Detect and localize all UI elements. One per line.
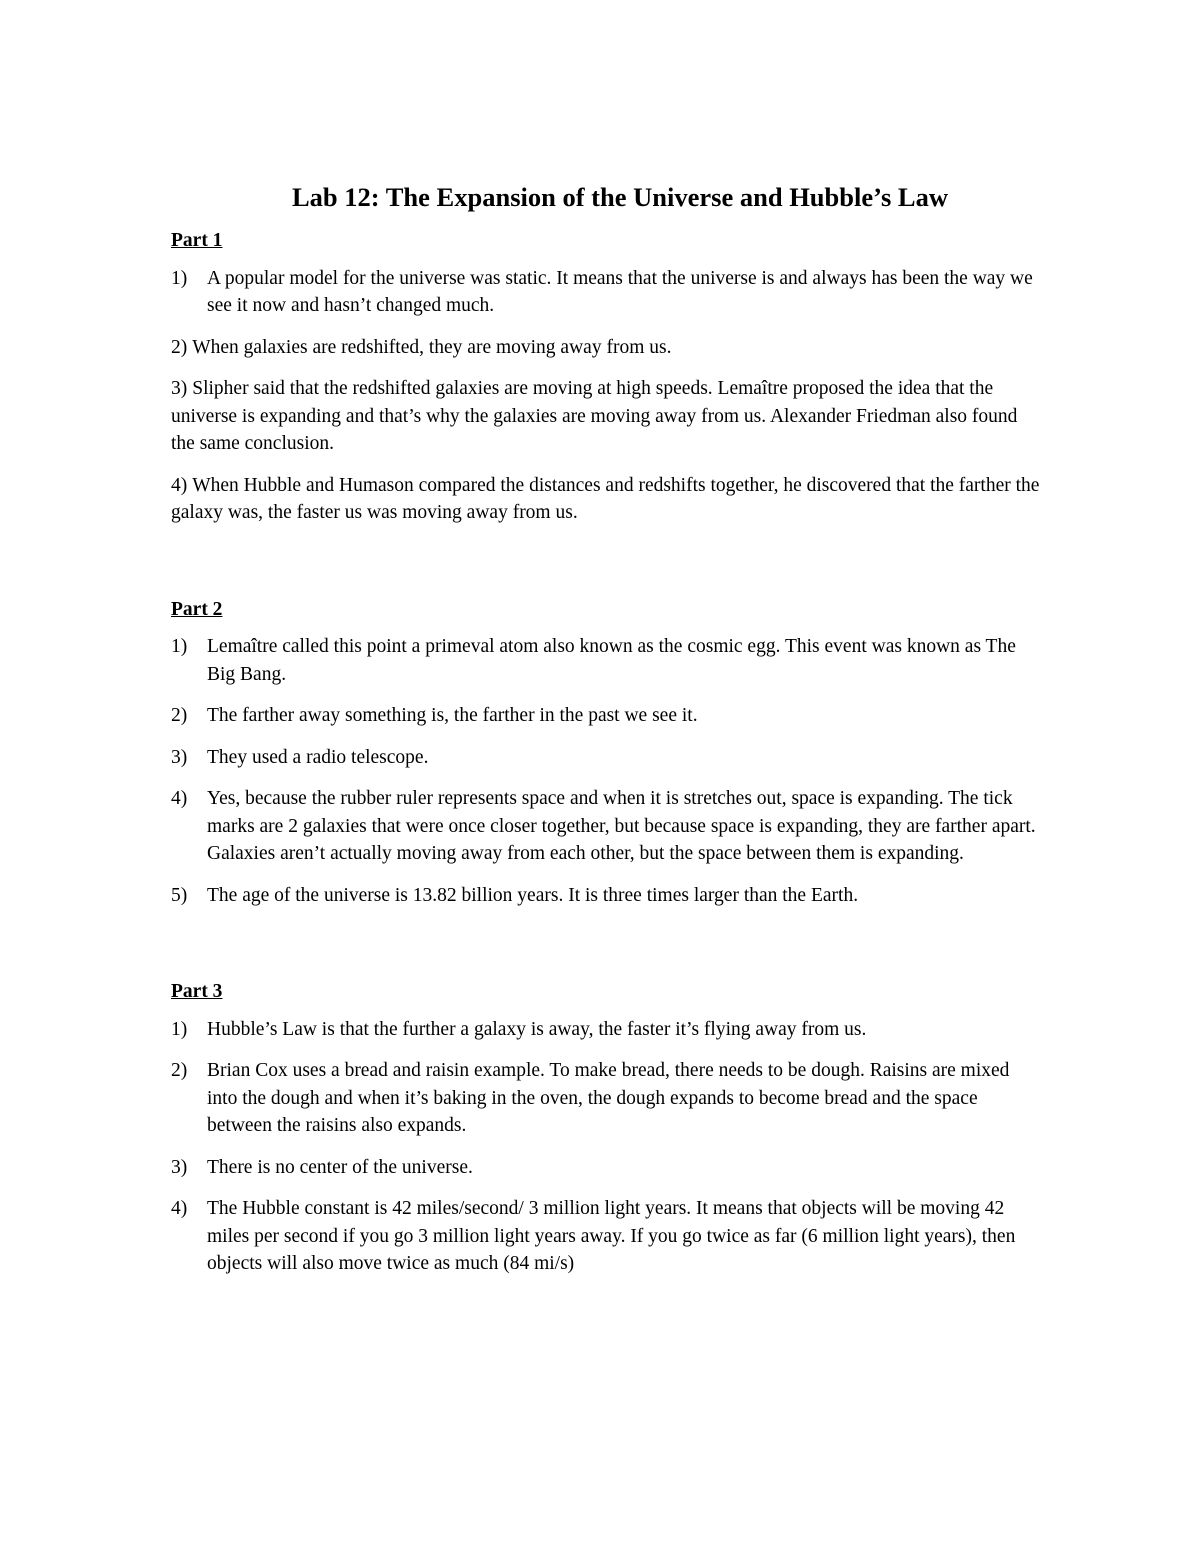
list-item [171,702,1041,730]
part-1-heading: Part 1 [171,230,223,251]
item-number: 1) [171,636,188,657]
list-item [171,265,1041,320]
item-number: 3) [171,1156,188,1178]
item-number: 2) [171,1060,188,1081]
item-number: 4) [171,474,188,496]
item-number: 3) [171,746,188,768]
item-text: Yes, because the rubber ruler represents space and when it is stretches out, space is expanding. The tick marks are 2 galaxies that were once closer together, but because space is expanding, they are farther apart. Galaxies aren’t actually moving away from each other, but the space between them is expanding. [207,788,1036,864]
item-text: The farther away something is, the farther in the past we see it. [207,705,698,726]
list-item [171,882,1041,910]
document-title: Lab 12: The Expansion of the Universe and Hubble’s Law [291,182,948,212]
item-number: 4) [171,1198,188,1219]
part-3-heading: Part 3 [171,981,223,1002]
list-item [171,472,1041,527]
list-item [171,1057,1041,1140]
item-text: Hubble’s Law is that the further a galaxy is away, the faster it’s flying away from us. [207,1018,867,1040]
list-item [171,375,1041,458]
item-number: 1) [171,1018,188,1040]
item-number: 5) [171,884,188,906]
item-text: Lemaître called this point a primeval atom also known as the cosmic egg. This event was known as The Big Bang. [207,636,1016,685]
list-item [171,1154,1041,1182]
item-text: There is no center of the universe. [207,1156,473,1178]
item-text: When galaxies are redshifted, they are moving away from us. [192,336,672,358]
item-number: 1) [171,267,188,289]
list-item [171,334,1041,362]
item-text: The Hubble constant is 42 miles/second/ 3 million light years. It means that objects will be moving 42 miles per second if you go 3 million light years away. If you go twice as far (6 million light years), then objects will also move twice as much (84 mi/s) [207,1198,1016,1274]
item-number: 2) [171,336,188,358]
list-item [171,1016,1041,1044]
item-text: A popular model for the universe was static. It means that the universe is and always has been the way we see it now and hasn’t changed much. [207,267,1033,316]
item-number: 2) [171,705,188,726]
item-number: 3) [171,378,188,399]
list-item [171,633,1041,688]
part-2-heading: Part 2 [171,598,223,620]
item-text: The age of the universe is 13.82 billion years. It is three times larger than the Earth. [207,884,859,906]
section-spacer [171,541,1041,596]
section-spacer [171,923,1041,978]
item-text: When Hubble and Humason compared the distances and redshifts together, he discovered that the farther the galaxy was, the faster us was moving away from us. [171,474,1040,523]
item-text: Slipher said that the redshifted galaxies are moving at high speeds. Lemaître proposed the idea that the universe is expanding and that’s why the galaxies are moving away from us. Alexander Friedman also found the same conclusion. [171,378,1018,454]
item-text: Brian Cox uses a bread and raisin example. To make bread, there needs to be dough. Raisins are mixed into the dough and when it’s baking in the oven, the dough expands to become bread and the space between the raisins also expands. [207,1060,1010,1136]
list-item [171,1195,1041,1278]
document-page [171,180,1041,1292]
item-text: They used a radio telescope. [207,746,429,768]
list-item [171,785,1041,868]
list-item [171,744,1041,772]
item-number: 4) [171,788,188,809]
